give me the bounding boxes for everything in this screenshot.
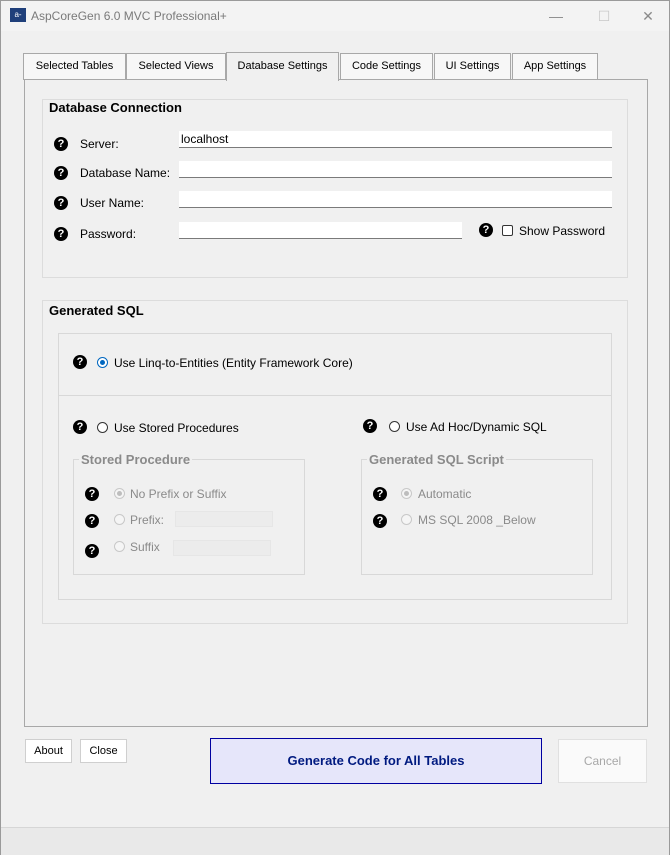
cancel-button[interactable]: Cancel xyxy=(558,739,647,783)
generate-code-button[interactable]: Generate Code for All Tables xyxy=(210,738,542,784)
help-icon[interactable]: ? xyxy=(73,355,87,369)
status-bar xyxy=(1,827,669,855)
server-input[interactable]: localhost xyxy=(179,131,612,148)
linq-label: Use Linq-to-Entities (Entity Framework Core) xyxy=(114,356,353,370)
suffix-label: Suffix xyxy=(130,540,160,554)
close-button[interactable]: Close xyxy=(80,739,127,763)
show-password-checkbox[interactable] xyxy=(502,225,513,236)
prefix-label: Prefix: xyxy=(130,513,165,527)
about-button[interactable]: About xyxy=(25,739,72,763)
generated-sql-group xyxy=(42,300,628,624)
stored-procedure-group xyxy=(73,452,305,575)
help-icon[interactable]: ? xyxy=(373,487,387,501)
minimize-icon[interactable]: — xyxy=(549,8,563,24)
user-name-label: User Name: xyxy=(80,196,145,210)
database-connection-group xyxy=(42,99,628,278)
database-settings-panel xyxy=(24,79,648,727)
prefix-input[interactable] xyxy=(175,511,273,527)
automatic-radio[interactable] xyxy=(401,488,412,499)
tab-database-settings[interactable]: Database Settings xyxy=(226,52,339,81)
tab-selected-tables[interactable]: Selected Tables xyxy=(23,53,126,80)
maximize-icon: ☐ xyxy=(597,8,611,24)
help-icon[interactable]: ? xyxy=(54,137,68,151)
help-icon[interactable]: ? xyxy=(54,196,68,210)
user-name-input[interactable] xyxy=(179,191,612,208)
help-icon[interactable]: ? xyxy=(73,420,87,434)
database-name-input[interactable] xyxy=(179,161,612,178)
help-icon[interactable]: ? xyxy=(373,514,387,528)
sql-options-box xyxy=(58,333,612,600)
automatic-label: Automatic xyxy=(418,487,472,501)
no-prefix-label: No Prefix or Suffix xyxy=(130,487,227,501)
linq-radio[interactable] xyxy=(97,357,108,368)
prefix-radio[interactable] xyxy=(114,514,125,525)
tab-ui-settings[interactable]: UI Settings xyxy=(434,53,511,80)
server-label: Server: xyxy=(80,137,119,151)
show-password-label: Show Password xyxy=(519,224,606,238)
window-title: AspCoreGen 6.0 MVC Professional+ xyxy=(31,9,227,23)
tab-code-settings[interactable]: Code Settings xyxy=(340,53,433,80)
app-logo-icon: a- xyxy=(10,8,26,22)
sql-script-title: Generated SQL Script xyxy=(369,452,504,467)
adhoc-sql-radio[interactable] xyxy=(389,421,400,432)
mssql-label: MS SQL 2008 _Below xyxy=(418,513,536,527)
tab-app-settings[interactable]: App Settings xyxy=(512,53,598,80)
password-label: Password: xyxy=(80,227,137,241)
no-prefix-radio[interactable] xyxy=(114,488,125,499)
database-name-label: Database Name: xyxy=(80,166,171,180)
help-icon[interactable]: ? xyxy=(363,419,377,433)
tab-selected-views[interactable]: Selected Views xyxy=(126,53,226,80)
generated-sql-title: Generated SQL xyxy=(49,303,144,318)
database-connection-title: Database Connection xyxy=(49,100,182,115)
sql-script-group xyxy=(361,452,593,575)
title-bar xyxy=(1,1,669,31)
help-icon[interactable]: ? xyxy=(54,227,68,241)
stored-procedure-title: Stored Procedure xyxy=(81,452,191,467)
divider xyxy=(59,395,611,396)
suffix-input[interactable] xyxy=(173,540,271,556)
help-icon[interactable]: ? xyxy=(479,223,493,237)
close-icon[interactable]: ✕ xyxy=(642,8,654,24)
mssql-radio[interactable] xyxy=(401,514,412,525)
help-icon[interactable]: ? xyxy=(85,514,99,528)
stored-procedures-radio[interactable] xyxy=(97,422,108,433)
stored-procedures-label: Use Stored Procedures xyxy=(114,421,239,435)
help-icon[interactable]: ? xyxy=(54,166,68,180)
help-icon[interactable]: ? xyxy=(85,544,99,558)
suffix-radio[interactable] xyxy=(114,541,125,552)
adhoc-sql-label: Use Ad Hoc/Dynamic SQL xyxy=(406,420,547,434)
help-icon[interactable]: ? xyxy=(85,487,99,501)
password-input[interactable] xyxy=(179,222,462,239)
